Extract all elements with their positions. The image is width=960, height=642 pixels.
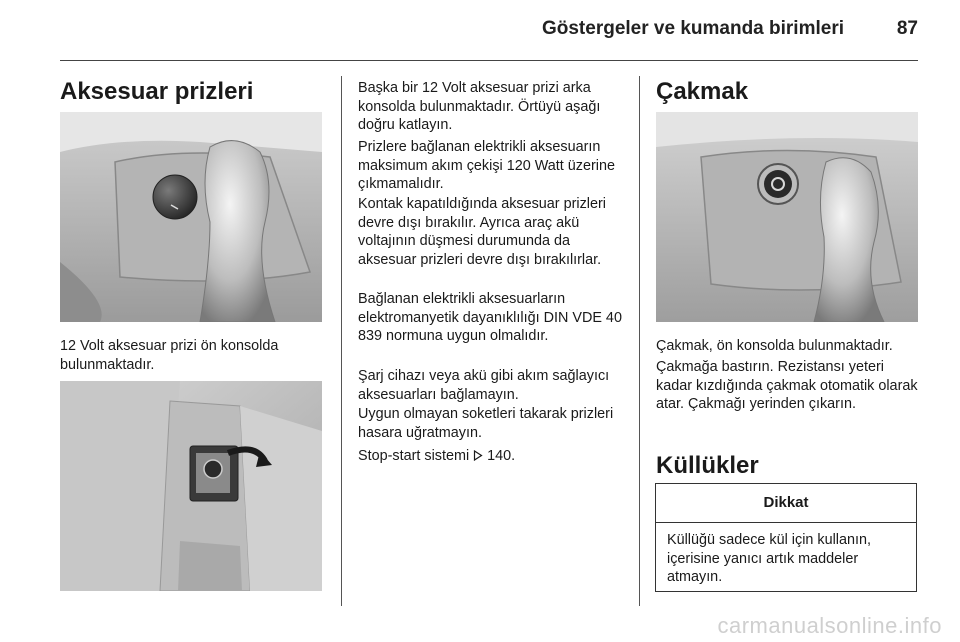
ignition-off-paragraph: Kontak kapatıldığında aksesuar prizleri devre dışı bırakılır. Ayrıca araç akü voltajının düşmesi durumunda da aksesuar prizleri devre dışı bırakılırlar. (358, 196, 606, 268)
section-heading-ashtrays: Küllükler (656, 452, 759, 479)
reference-text: Stop-start sistemi (358, 448, 470, 464)
no-current-suppliers-paragraph: Şarj cihazı veya akü gibi akım sağlayıcı aksesuarları bağlamayın. (358, 368, 610, 403)
page-reference-arrow-icon (473, 450, 483, 461)
stop-start-reference (358, 447, 623, 466)
emc-paragraph: Bağlanan elektrikli aksesuarların elektromanyetik dayanıklılığı DIN VDE 40 839 normuna uygun olmalıdır. (358, 291, 622, 345)
rear-socket-photo (60, 381, 322, 591)
section-heading-lighter: Çakmak (656, 78, 749, 105)
watermark: carmanualsonline.info (717, 613, 942, 638)
rear-socket-paragraph: Başka bir 12 Volt aksesuar prizi arka konsolda bulunmaktadır. Örtüyü aşağı doğru katlayın. (358, 80, 601, 134)
wrong-plugs-paragraph: Uygun olmayan soketleri takarak prizleri hasara uğratmayın. (358, 406, 614, 441)
caution-title: Dikkat (656, 484, 916, 523)
caution-box (655, 483, 917, 592)
header-title: Göstergeler ve kumanda birimleri (541, 18, 844, 39)
max-current-paragraph: Prizlere bağlanan elektrikli aksesuarın maksimum akım çekişi 120 Watt üzerine çıkmamalıdır. (358, 139, 615, 193)
column-divider-right (639, 76, 640, 606)
reference-page-link[interactable]: 140. (487, 448, 516, 464)
cigarette-lighter-photo (656, 112, 918, 322)
lighter-location-caption: Çakmak, ön konsolda bulunmaktadır. (656, 338, 893, 354)
column-divider-left (341, 76, 342, 606)
caution-text: Küllüğü sadece kül için kullanın, içerisine yanıcı artık maddeler atmayın. (667, 532, 871, 586)
page-header (60, 18, 918, 61)
page-number: 87 (896, 18, 918, 39)
section-heading-accessory-sockets: Aksesuar prizleri (60, 78, 254, 105)
front-socket-caption: 12 Volt aksesuar prizi ön konsolda bulunmaktadır. (60, 338, 279, 373)
front-socket-photo (60, 112, 322, 322)
lighter-usage-paragraph: Çakmağa bastırın. Rezistansı yeteri kadar kızdığında çakmak otomatik olarak atar. Çakmağı yerinden çıkarın. (656, 359, 918, 413)
